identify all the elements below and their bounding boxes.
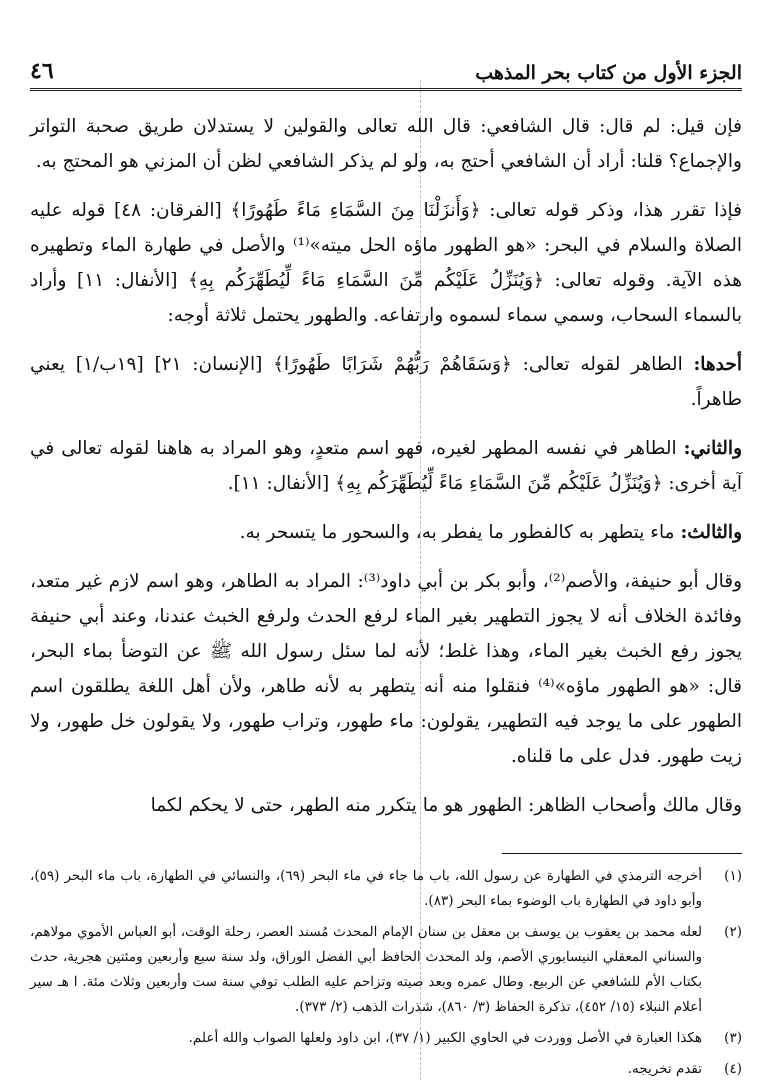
paragraph-text: الطاهر في نفسه المطهر لغيره، فهو اسم متعدٍ، وهو المراد به هاهنا لقوله تعالى في آية أخرى: ﴿وَيُنَزِّلُ عَلَيْكُم مِّنَ السَّمَاءِ مَاءً لِّيُطَهِّرَكُم بِهِ﴾ [الأنفال: ١١]. — [30, 438, 742, 494]
paragraph-text: وقال مالك وأصحاب الظاهر: الطهور هو ما يتكرر منه الطهر، حتى لا يحكم لكما — [150, 795, 742, 816]
footnote-text: أخرجه الترمذي في الطهارة عن رسول الله، باب ما جاء في ماء البحر (٦٩)، والنسائي في الطهارة، باب ماء البحر (٥٩)، وأبو داود في الطهارة باب الوضوء بماء البحر (٨٣). — [30, 868, 702, 909]
footnote-number: (٢) — [724, 924, 742, 940]
footnote-text: تقدم تخريجه. — [627, 1061, 702, 1077]
footnotes-section — [30, 864, 742, 1082]
footnote-number: (٣) — [724, 1030, 742, 1046]
paragraph-lead: والثالث: — [680, 522, 742, 543]
document-page — [30, 50, 742, 1088]
footnote-text: هكذا العبارة في الأصل ووردت في الحاوي الكبير (١/ ٣٧)، ابن داود ولعلها الصواب والله أعلم. — [188, 1030, 702, 1046]
paragraph — [30, 109, 742, 179]
paragraph — [30, 515, 742, 550]
paragraph — [30, 564, 742, 774]
paragraph-text: ماء يتطهر به كالفطور ما يفطر به، والسحور ما يتسحر به. — [239, 522, 675, 543]
paragraph — [30, 788, 742, 823]
footnote-number: (٤) — [724, 1061, 742, 1077]
footnote-item — [30, 1057, 742, 1082]
footnote-item — [30, 1026, 742, 1051]
paragraph-text: الطاهر لقوله تعالى: ﴿وَسَقَاهُمْ رَبُّهُمْ شَرَابًا طَهُورًا﴾ [الإنسان: ٢١] [١٩ب/١] يعني طاهراً. — [30, 354, 742, 410]
paragraph-text: فإن قيل: لم قال: قال الشافعي: قال الله تعالى والقولين لا يستدلان طريق صحبة التواتر والإجماع؟ قلنا: أراد أن الشافعي أحتج به، ولو لم يذكر الشافعي لظن أن المزني هو المحتج به. — [30, 116, 742, 172]
footnote-text: لعله محمد بن يعقوب بن يوسف بن معقل بن سنان الإمام المحدث مُسند العصر، رحلة الوقت، أبو العباس الأموي مولاهم، والسناني المعقلي النيسابوري الأصم، ولد المحدث الحافظ أبي الفضل الوراق، ولد سنة سبع وأربعين ومئتين هجرية، حدث بكتاب الأم للشافعي عن الربيع. وطال عمره وبعد صيته وتزاحم عليه الطلب توفي سنة ست وأربعين وثلاث مئة. ا هـ سير أعلام النبلاء (١٥/ ٤٥٢)، تذكرة الحفاظ (٣/ ٨٦٠)، شذرات الذهب (٢/ ٣٧٣). — [30, 924, 702, 1015]
paragraph — [30, 193, 742, 333]
paragraph-text: فإذا تقرر هذا، وذكر قوله تعالى: ﴿وَأَنزَلْنَا مِنَ السَّمَاءِ مَاءً طَهُورًا﴾ [الفرقان: ٤٨] قوله عليه الصلاة والسلام في البحر: «هو الطهور ماؤه الحل ميته»⁽¹⁾ والأصل في طهارة الماء وتطهيره هذه الآية. وقوله تعالى: ﴿وَيُنَزِّلُ عَلَيْكُم مِّنَ السَّمَاءِ مَاءً لِّيُطَهِّرَكُم بِهِ﴾ [الأنفال: ١١] وأراد بالسماء السحاب، وسمي سماء لسموه وارتفاعه. والطهور يحتمل ثلاثة أوجه: — [30, 200, 742, 326]
footnote-item — [30, 920, 742, 1020]
footnote-number: (١) — [724, 868, 742, 884]
paragraph-lead: والثاني: — [683, 438, 742, 459]
paragraph — [30, 431, 742, 501]
page-number: ٤٦ — [30, 58, 54, 84]
page-header — [30, 50, 742, 91]
book-title: الجزء الأول من كتاب بحر المذهب — [475, 62, 742, 84]
paragraph-lead: أحدها: — [693, 354, 742, 375]
paragraph — [30, 347, 742, 417]
paragraph-text: وقال أبو حنيفة، والأصم⁽²⁾، وأبو بكر بن أبي داود⁽³⁾: المراد به الطاهر، وهو اسم لازم غير متعد، وفائدة الخلاف أنه لا يجوز التطهير بغير الماء لرفع الحدث ولرفع الخبث عندنا، وعند أبي حنيفة يجوز رفع الخبث بغير الماء، وهذا غلط؛ لأنه لما سئل رسول الله ﷺ عن التوضأ بماء البحر، قال: «هو الطهور ماؤه»⁽⁴⁾ فنقلوا منه أنه يتطهر به لأنه طاهر، ولأن أهل اللغة يطلقون اسم الطهور على ما يوجد فيه التطهير، يقولون: ماء طهور، وتراب طهور، ولا يقولون خل طهور، ولا زيت طهور. فدل على ما قلناه. — [30, 571, 742, 767]
footnotes-list — [30, 864, 742, 1082]
main-text — [30, 109, 742, 823]
footnote-separator — [502, 853, 742, 854]
footnote-item — [30, 864, 742, 914]
